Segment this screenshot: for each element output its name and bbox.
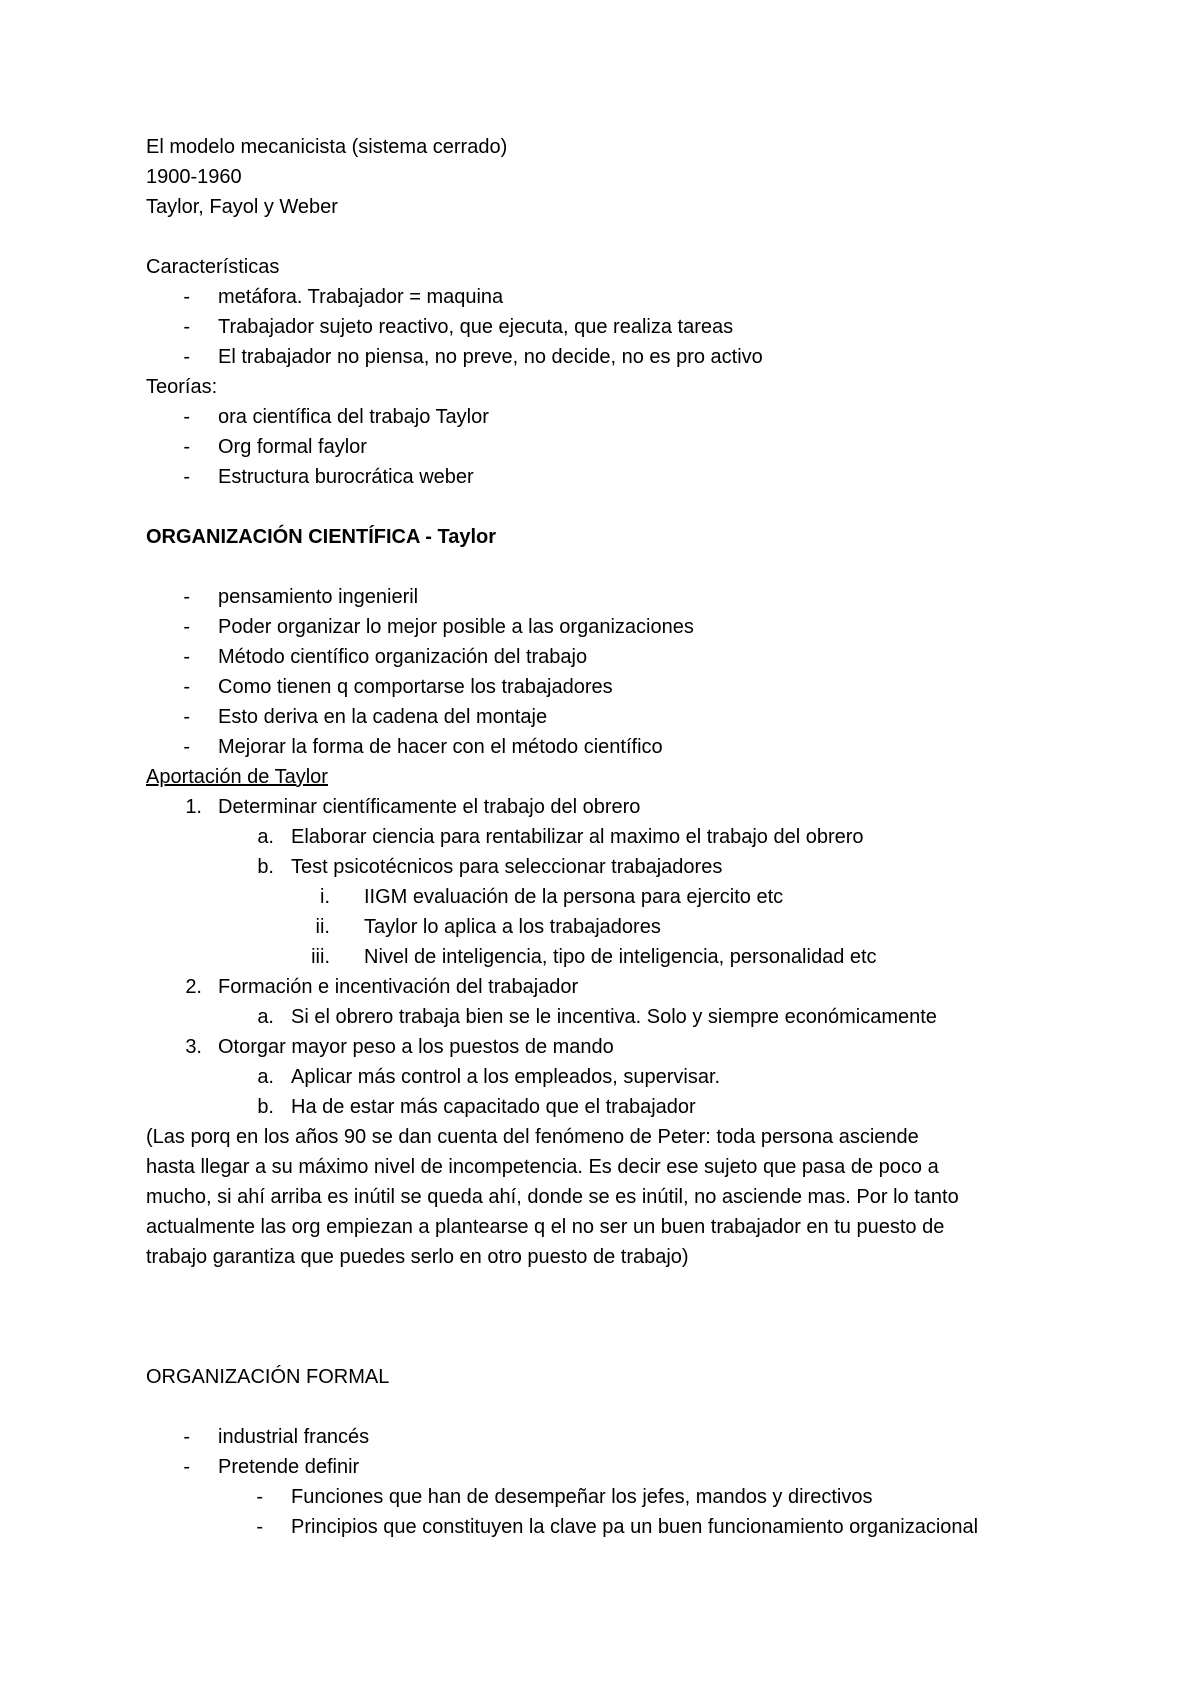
list-item-text: pensamiento ingenieril <box>218 586 419 608</box>
list-item-text: industrial francés <box>218 1426 370 1448</box>
paragraph-text: trabajo garantiza que puedes serlo en otro puesto de trabajo) <box>146 1246 689 1268</box>
list-marker: 1. <box>185 796 202 818</box>
bullet-dash: - <box>183 406 190 428</box>
years-text: 1900-1960 <box>146 166 242 188</box>
bullet-dash: - <box>183 1456 190 1478</box>
bullet-dash: - <box>183 466 190 488</box>
paragraph-text: (Las porq en los años 90 se dan cuenta del fenómeno de Peter: toda persona asciende <box>146 1126 919 1148</box>
lettered-item-text: Test psicotécnicos para seleccionar trabajadores <box>291 856 723 878</box>
bullet-dash: - <box>183 286 190 308</box>
list-item-text: Método científico organización del trabajo <box>218 646 588 668</box>
list-marker: 2. <box>185 976 202 998</box>
list-item-text: metáfora. Trabajador = maquina <box>218 286 504 308</box>
list-item-text: Estructura burocrática weber <box>218 466 474 488</box>
bullet-dash: - <box>183 586 190 608</box>
bullet-dash: - <box>183 736 190 758</box>
sub-list-item-text: Principios que constituyen la clave pa un buen funcionamiento organizacional <box>291 1516 979 1538</box>
list-marker: a. <box>257 826 274 848</box>
list-item-text: Trabajador sujeto reactivo, que ejecuta, que realiza tareas <box>218 316 734 338</box>
list-item-text: Como tienen q comportarse los trabajadores <box>218 676 613 698</box>
list-item-text: El trabajador no piensa, no preve, no decide, no es pro activo <box>218 346 763 368</box>
bullet-dash: - <box>183 706 190 728</box>
list-marker: iii. <box>311 946 330 968</box>
bullet-dash: - <box>183 436 190 458</box>
lettered-item-text: Si el obrero trabaja bien se le incentiva. Solo y siempre económicamente <box>291 1006 937 1028</box>
numbered-item-text: Otorgar mayor peso a los puestos de mando <box>218 1036 614 1058</box>
teorias-heading: Teorías: <box>146 376 218 398</box>
numbered-item-text: Determinar científicamente el trabajo del obrero <box>218 796 641 818</box>
paragraph-text: hasta llegar a su máximo nivel de incompetencia. Es decir ese sujeto que pasa de poco a <box>146 1156 939 1178</box>
list-marker: ii. <box>315 916 330 938</box>
numbered-item-text: Formación e incentivación del trabajador <box>218 976 579 998</box>
list-item-text: Mejorar la forma de hacer con el método científico <box>218 736 663 758</box>
org-formal-heading: ORGANIZACIÓN FORMAL <box>146 1366 390 1388</box>
list-marker: 3. <box>185 1036 202 1058</box>
org-cientifica-heading: ORGANIZACIÓN CIENTÍFICA - Taylor <box>146 526 496 548</box>
list-marker: i. <box>320 886 330 908</box>
list-item-text: ora científica del trabajo Taylor <box>218 406 489 428</box>
sub-list-item-text: Funciones que han de desempeñar los jefes, mandos y directivos <box>291 1486 873 1508</box>
list-marker: a. <box>257 1066 274 1088</box>
lettered-item-text: Elaborar ciencia para rentabilizar al maximo el trabajo del obrero <box>291 826 864 848</box>
bullet-dash: - <box>183 646 190 668</box>
roman-item-text: Taylor lo aplica a los trabajadores <box>364 916 661 938</box>
doc-title: El modelo mecanicista (sistema cerrado) <box>146 136 508 158</box>
list-marker: a. <box>257 1006 274 1028</box>
list-item-text: Org formal faylor <box>218 436 367 458</box>
authors-text: Taylor, Fayol y Weber <box>146 196 338 218</box>
paragraph-text: actualmente las org empiezan a plantearse q el no ser un buen trabajador en tu puesto de <box>146 1216 945 1238</box>
roman-item-text: IIGM evaluación de la persona para ejercito etc <box>364 886 784 908</box>
list-marker: b. <box>257 856 274 878</box>
lettered-item-text: Aplicar más control a los empleados, supervisar. <box>291 1066 721 1088</box>
aportacion-heading: Aportación de Taylor <box>146 766 328 788</box>
bullet-dash: - <box>256 1516 263 1538</box>
paragraph-text: mucho, si ahí arriba es inútil se queda ahí, donde se es inútil, no asciende mas. Por lo tanto <box>146 1186 959 1208</box>
bullet-dash: - <box>256 1486 263 1508</box>
lettered-item-text: Ha de estar más capacitado que el trabajador <box>291 1096 696 1118</box>
bullet-dash: - <box>183 1426 190 1448</box>
caracteristicas-heading: Características <box>146 256 280 278</box>
bullet-dash: - <box>183 316 190 338</box>
roman-item-text: Nivel de inteligencia, tipo de inteligencia, personalidad etc <box>364 946 877 968</box>
list-item-text: Poder organizar lo mejor posible a las organizaciones <box>218 616 694 638</box>
bullet-dash: - <box>183 346 190 368</box>
list-item-text: Esto deriva en la cadena del montaje <box>218 706 548 728</box>
list-item-text: Pretende definir <box>218 1456 360 1478</box>
bullet-dash: - <box>183 676 190 698</box>
bullet-dash: - <box>183 616 190 638</box>
list-marker: b. <box>257 1096 274 1118</box>
